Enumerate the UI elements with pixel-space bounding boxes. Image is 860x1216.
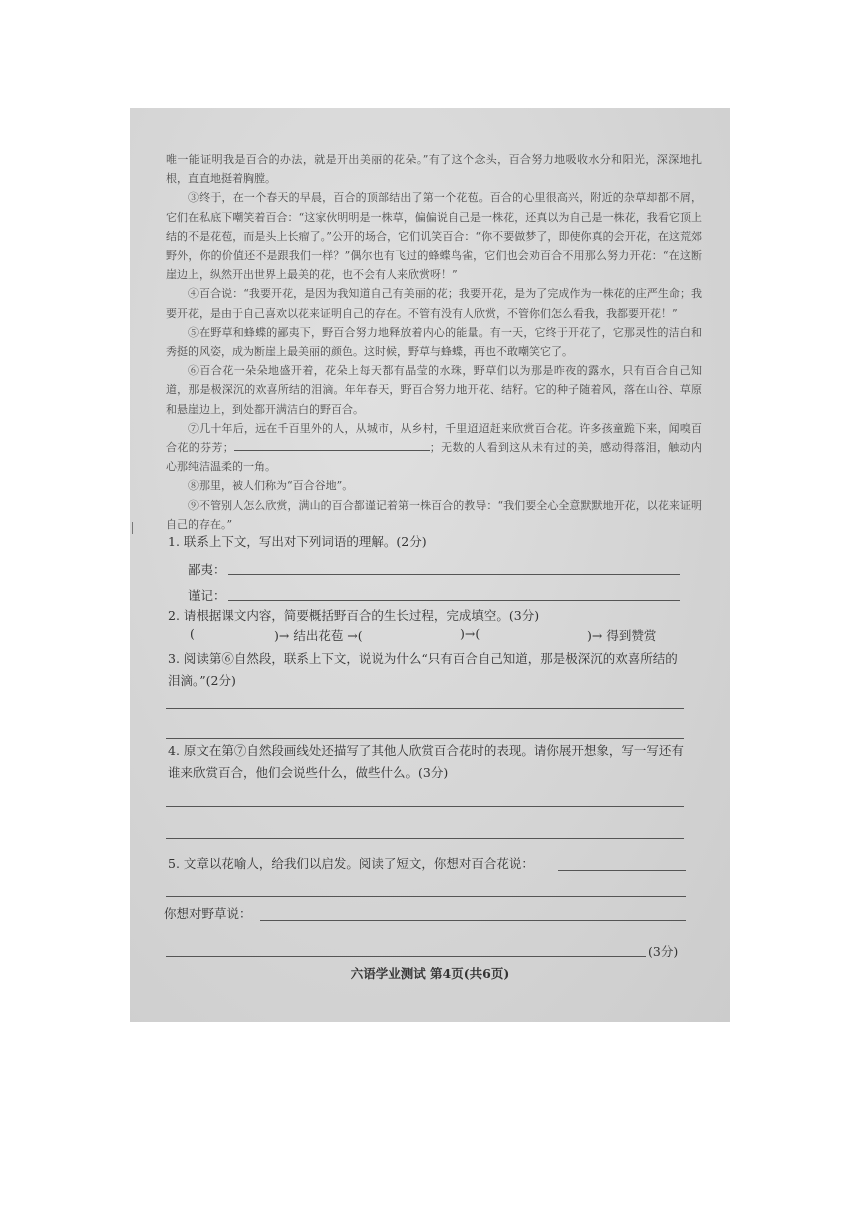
- q5-score: (3分): [648, 944, 679, 959]
- passage-paragraph-4: ④百合说：“我要开花，是因为我知道自己有美丽的花；我要开花，是为了完成作为一株花的庄严生命；我要开花，是由于自己喜欢以花来证明自己的存在。不管有没有人欣赏，不管你们怎么看我，我都要开花！”: [166, 287, 702, 320]
- chain-open-paren: (: [190, 626, 195, 641]
- passage-paragraph-3: ③终于，在一个春天的早晨，百合的顶部结出了第一个花苞。百合的心里很高兴，附近的杂草却都不屑，它们在私底下嘲笑着百合：“这家伙明明是一株草，偏偏说自己是一株花，还真以为自己是一株花，我看它顶上结的不是花苞，而是头上长瘤了。”公开的场合，它们讥笑百合：“你不要做梦了，即使你真的会开花，在这荒郊野外，你的价值还不是跟我们一样？”偶尔也有飞过的蜂蝶鸟雀，它们也会劝百合不用那么努力开花：“在这断崖边上，纵然开出世界上最美的花，也不会有人来欣赏呀！”: [166, 191, 702, 282]
- chain-step-praise: )→ 得到赞赏: [587, 628, 657, 643]
- underline-blank[interactable]: [234, 439, 430, 451]
- paragraph-7-end: ；无数的人看到这从未有过的美，感动得落泪，触动内心那纯洁温柔的一角。: [166, 441, 703, 474]
- q1-word-1-label: 鄙夷：: [188, 562, 226, 577]
- q1-answer-line-1[interactable]: [228, 574, 680, 575]
- q1-answer-line-2[interactable]: [228, 600, 680, 601]
- chain-step-bud: )→ 结出花苞 →(: [274, 628, 363, 643]
- q5-answer-line-3[interactable]: [260, 920, 686, 921]
- question-4: 4. 原文在第⑦自然段画线处还描写了其他人欣赏百合花时的表现。请你展开想象，写一写还有谁来欣赏百合，他们会说些什么，做些什么。(3分): [168, 743, 684, 780]
- passage-paragraph-2-end: 唯一能证明我是百合的办法，就是开出美丽的花朵。”有了这个念头，百合努力地吸收水分和阳光，深深地扎根，直直地挺着胸膛。: [166, 153, 702, 186]
- q5-answer-line-4[interactable]: [166, 956, 646, 957]
- question-1: 1. 联系上下文，写出对下列词语的理解。(2分): [168, 534, 427, 549]
- question-3: 3. 阅读第⑥自然段，联系上下文，说说为什么“只有百合自己知道，那是极深沉的欢喜所结的泪滴。”(2分): [168, 651, 678, 688]
- q4-answer-line-1[interactable]: [166, 806, 684, 807]
- passage-paragraph-8: ⑧那里，被人们称为“百合谷地”。: [188, 479, 354, 493]
- chain-arrow-2: )→(: [460, 626, 481, 641]
- question-5: 5. 文章以花喻人，给我们以启发。阅读了短文，你想对百合花说：: [168, 856, 534, 871]
- reading-passage: [166, 150, 702, 534]
- exam-page: [130, 108, 730, 1022]
- q3-answer-line-1[interactable]: [166, 708, 684, 709]
- q5-answer-line-inline[interactable]: [558, 870, 686, 871]
- binding-margin-mark: [132, 522, 136, 534]
- q4-answer-line-2[interactable]: [166, 838, 684, 839]
- q1-word-2-label: 谨记：: [188, 588, 226, 603]
- passage-paragraph-5: ⑤在野草和蜂蝶的鄙夷下，野百合努力地释放着内心的能量。有一天，它终于开花了，它那灵性的洁白和秀挺的风姿，成为断崖上最美丽的颜色。这时候，野草与蜂蝶，再也不敢嘲笑它了。: [166, 325, 702, 359]
- question-5-part-b: 你想对野草说：: [164, 906, 252, 921]
- page-footer: 六语学业测试 第4页(共6页): [350, 966, 510, 981]
- q5-answer-line-2[interactable]: [166, 896, 686, 897]
- passage-paragraph-9: ⑨不管别人怎么欣赏，满山的百合都谨记着第一株百合的教导：“我们要全心全意默默地开花，以花来证明自己的存在。”: [166, 498, 702, 531]
- q3-answer-line-2[interactable]: [166, 738, 684, 739]
- question-2: 2. 请根据课文内容，简要概括野百合的生长过程，完成填空。(3分): [168, 608, 540, 623]
- paragraph-7-start: ⑦几十年后，远在千百里外的人，从城市，从乡村，千里迢迢赶来欣赏百合花。许多孩童跪下来，闻嗅百合花的芬芳；: [166, 421, 702, 455]
- passage-paragraph-7: [166, 419, 702, 477]
- passage-paragraph-6: ⑥百合花一朵朵地盛开着，花朵上每天都有晶莹的水珠，野草们以为那是昨夜的露水，只有百合自己知道，那是极深沉的欢喜所结的泪滴。年年春天，野百合努力地开花、结籽。它的种子随着风，落在山谷、草原和悬崖边上，到处都开满洁白的野百合。: [166, 364, 702, 416]
